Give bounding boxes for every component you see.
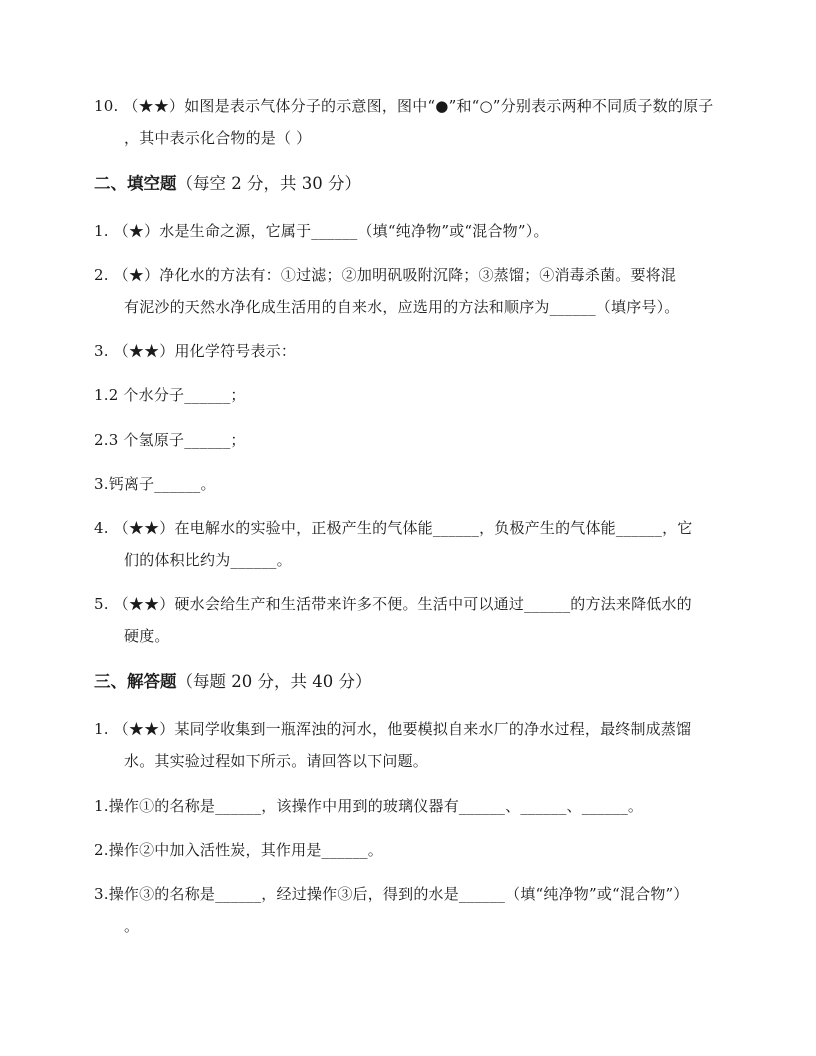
- answer-question-1-line-2: 水。其实验过程如下所示。请回答以下问题。: [124, 752, 429, 770]
- answer-question-1-line-1: 1. （★★）某同学收集到一瓶浑浊的河水，他要模拟自来水厂的净水过程，最终制成蒸馏: [94, 720, 692, 738]
- section-3-note: （每题 20 分，共 40 分）: [176, 672, 372, 691]
- section-2-title: 二、填空题: [94, 174, 177, 193]
- fill-question-3: 3. （★★）用化学符号表示：: [94, 342, 297, 360]
- fill-question-3-sub-2: 2.3 个氢原子______；: [94, 431, 246, 449]
- fill-question-4-line-1: 4. （★★）在电解水的实验中，正极产生的气体能______，负极产生的气体能______，它: [94, 519, 693, 537]
- fill-question-3-sub-3: 3.钙离子______。: [94, 475, 216, 493]
- answer-question-1-sub-3-line-2: 。: [124, 917, 140, 935]
- fill-question-1: 1. （★）水是生命之源，它属于______（填“纯净物”或“混合物”）。: [94, 222, 549, 240]
- fill-question-4-line-2: 们的体积比约为______。: [124, 551, 292, 569]
- answer-question-1-sub-2: 2.操作②中加入活性炭，其作用是______。: [94, 841, 383, 859]
- question-10-line-2: ，其中表示化合物的是（ ）: [124, 129, 312, 147]
- fill-question-2-line-2: 有泥沙的天然水净化成生活用的自来水，应选用的方法和顺序为______（填序号）。: [124, 298, 680, 316]
- answer-question-1-sub-1: 1.操作①的名称是______，该操作中用到的玻璃仪器有______、______、______。: [94, 797, 644, 815]
- fill-question-5-line-1: 5. （★★）硬水会给生产和生活带来许多不便。生活中可以通过______的方法来降低水的: [94, 595, 692, 613]
- fill-question-3-sub-1: 1.2 个水分子______；: [94, 386, 246, 404]
- fill-question-5-line-2: 硬度。: [124, 627, 170, 645]
- section-2-heading: [94, 174, 361, 194]
- fill-question-2-line-1: 2. （★）净化水的方法有：①过滤；②加明矾吸附沉降；③蒸馏；④消毒杀菌。要将混: [94, 266, 677, 284]
- question-10-line-1: 10. （★★）如图是表示气体分子的示意图，图中“●”和“○”分别表示两种不同质子数的原子: [94, 97, 714, 115]
- section-2-note: （每空 2 分，共 30 分）: [176, 174, 361, 193]
- section-3-heading: [94, 672, 371, 692]
- answer-question-1-sub-3-line-1: 3.操作③的名称是______，经过操作③后，得到的水是______（填“纯净物”或“混合物”）: [94, 885, 689, 903]
- section-3-title: 三、解答题: [94, 672, 177, 691]
